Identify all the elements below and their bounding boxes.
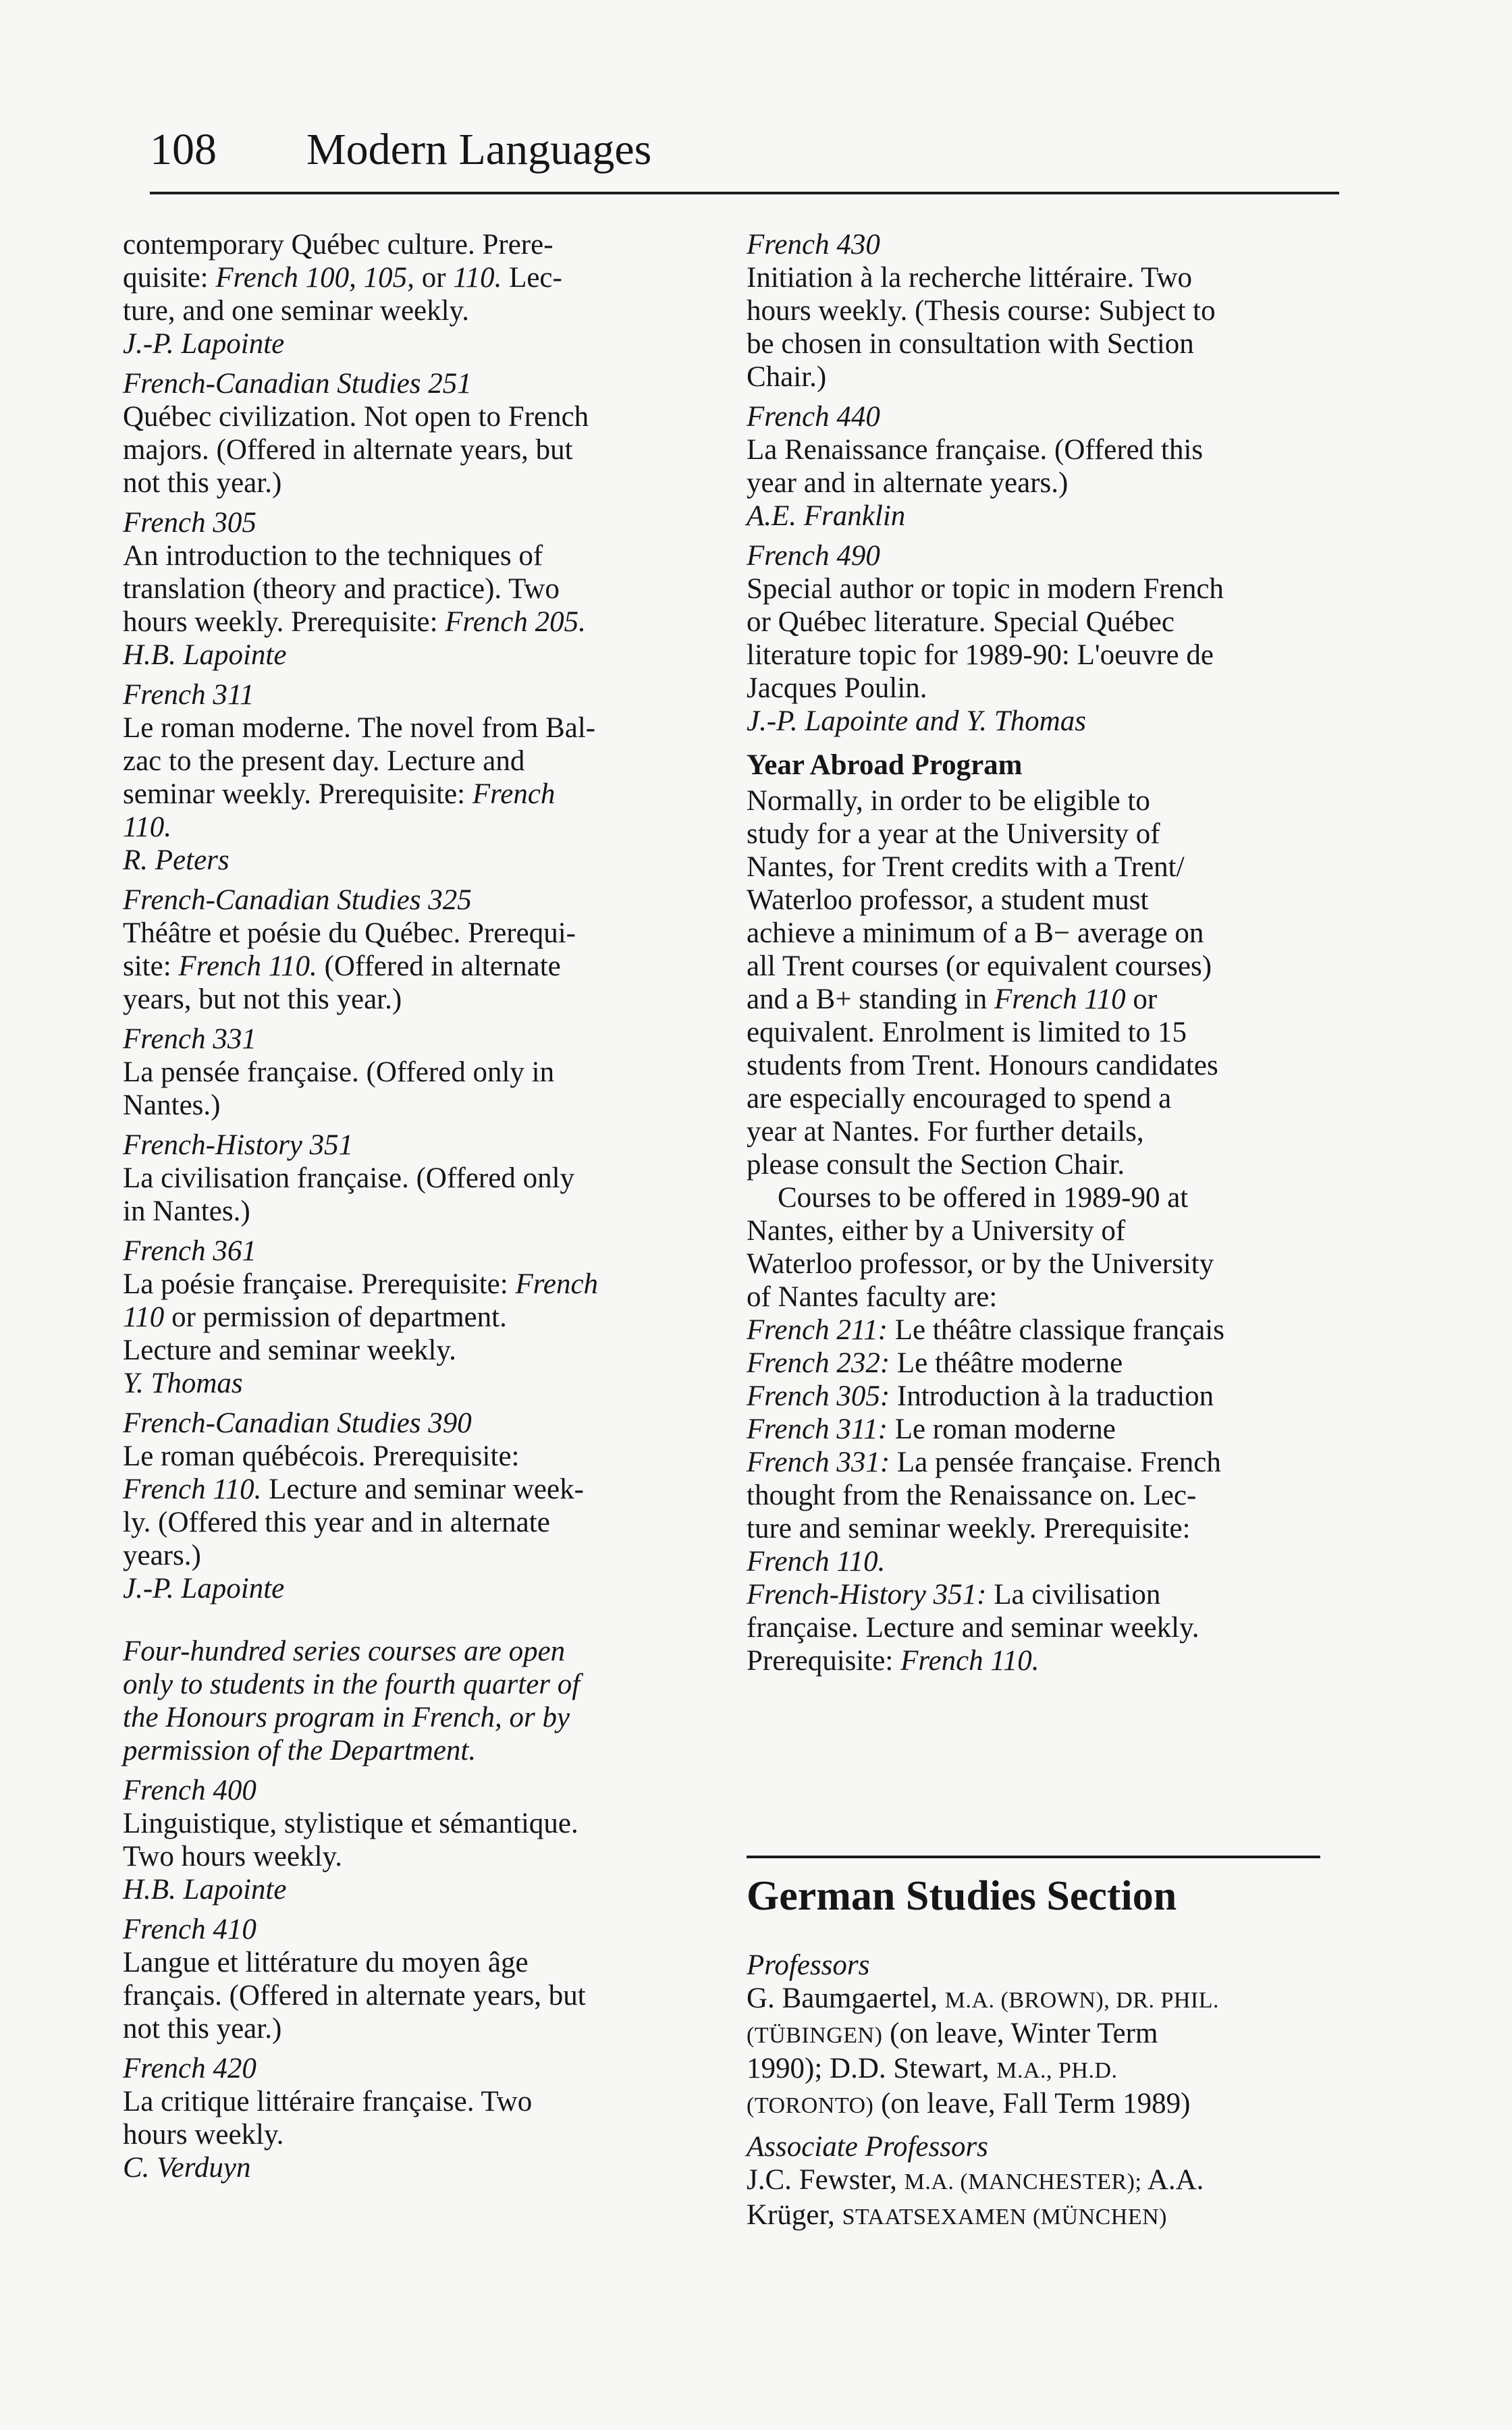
year-abroad-heading: Year Abroad Program <box>747 749 1023 781</box>
text-run: French 110 <box>994 983 1126 1015</box>
course-list <box>123 228 717 1605</box>
text-run: G. Baumgaertel, <box>747 1982 945 2014</box>
text-run: not this year.) <box>123 467 282 499</box>
text-run: La civilisation française. (Offered only <box>123 1162 575 1194</box>
course-title: French 490 <box>747 540 880 572</box>
text-run: ture, and one seminar weekly. <box>123 295 470 327</box>
course-instructor: J.-P. Lapointe <box>123 328 285 360</box>
text-run: achieve a minimum of a B− average on <box>747 917 1204 949</box>
course-title: French-Canadian Studies 325 <box>123 884 472 916</box>
text-line <box>747 1982 1341 2017</box>
year-abroad-paragraph <box>747 784 1341 1181</box>
text-line <box>747 850 1341 884</box>
text-run: French 232: <box>747 1347 890 1379</box>
text-run: français. (Offered in alternate years, but <box>123 1980 586 2012</box>
text-run: hours weekly. (Thesis course: Subject to <box>747 295 1216 327</box>
text-line <box>123 261 717 294</box>
text-run: hours weekly. <box>123 2119 284 2151</box>
course-entry <box>747 228 1341 394</box>
text-run: La civilisation <box>986 1579 1161 1611</box>
text-line <box>747 1347 1341 1380</box>
running-title: Modern Languages <box>306 125 652 174</box>
text-line <box>747 1280 1341 1314</box>
course-instructor: J.-P. Lapointe and Y. Thomas <box>747 705 1086 737</box>
text-run: Normally, in order to be eligible to <box>747 785 1150 817</box>
course-instructor: C. Verduyn <box>123 2152 251 2184</box>
text-run: translation (theory and practice). Two <box>123 573 560 605</box>
text-run: equivalent. Enrolment is limited to 15 <box>747 1017 1187 1048</box>
text-run: Québec civilization. Not open to French <box>123 401 589 433</box>
text-run: French 110. <box>900 1645 1040 1677</box>
text-run: ture and seminar weekly. Prerequisite: <box>747 1513 1191 1544</box>
text-run: hours weekly. Prerequisite: <box>123 606 446 638</box>
text-run: please consult the Section Chair. <box>747 1149 1125 1181</box>
text-run: contemporary Québec culture. Prere- <box>123 229 554 261</box>
text-line <box>747 360 1341 394</box>
text-line <box>747 784 1341 817</box>
text-run: Nantes, either by a University of <box>747 1215 1126 1247</box>
text-run: Waterloo professor, a student must <box>747 884 1149 916</box>
text-line <box>747 1446 1341 1479</box>
text-run: Nantes.) <box>123 1089 221 1121</box>
course-instructor: H.B. Lapointe <box>123 1874 287 1906</box>
text-run: (TÜBINGEN) <box>747 2023 883 2048</box>
text-run: 110 <box>123 1301 165 1333</box>
text-run: Le roman moderne. The novel from Bal- <box>123 712 596 744</box>
text-run: M.A. (BROWN), DR. PHIL. <box>944 1988 1220 2013</box>
course-title: French 430 <box>747 229 880 261</box>
text-run: students from Trent. Honours candidates <box>747 1050 1218 1081</box>
text-line <box>123 1301 717 1334</box>
course-instructor: R. Peters <box>123 844 230 876</box>
text-run: Le roman moderne <box>887 1413 1116 1445</box>
text-run: M.A. (MANCHESTER); <box>904 2169 1142 2194</box>
text-run: or Québec literature. Special Québec <box>747 606 1174 638</box>
course-title: French 331 <box>123 1023 256 1055</box>
course-title: French-History 351 <box>123 1129 354 1161</box>
text-line <box>123 1473 717 1506</box>
text-line <box>747 1314 1341 1347</box>
text-run: Lec- <box>502 262 562 294</box>
text-run: Lecture and seminar weekly. <box>123 1334 456 1366</box>
course-entry <box>123 1235 717 1400</box>
text-line <box>123 1268 717 1301</box>
text-line <box>123 294 717 327</box>
text-line <box>123 400 717 433</box>
text-line <box>747 917 1341 950</box>
text-run: An introduction to the techniques of <box>123 540 543 572</box>
text-line <box>747 2087 1341 2122</box>
text-run: French 110. <box>123 1474 262 1505</box>
text-run: Special author or topic in modern French <box>747 573 1224 605</box>
note-line: Four-hundred series courses are open <box>123 1636 566 1667</box>
course-instructor: Y. Thomas <box>123 1368 243 1399</box>
text-line <box>747 1016 1341 1049</box>
course-title: French 361 <box>123 1235 256 1267</box>
text-run: Linguistique, stylistique et sémantique. <box>123 1808 578 1839</box>
text-run: La pensée française. French <box>890 1447 1221 1478</box>
text-run: year at Nantes. For further details, <box>747 1116 1144 1148</box>
text-line <box>747 983 1341 1016</box>
text-run: Le théâtre classique français <box>887 1314 1224 1346</box>
text-run: not this year.) <box>123 2013 282 2045</box>
note-line: permission of the Department. <box>123 1735 477 1766</box>
text-run: Chair.) <box>747 361 827 393</box>
text-run: (on leave, Winter Term <box>882 2018 1158 2049</box>
text-run: A.A. <box>1141 2164 1204 2196</box>
section-rule <box>747 1856 1320 1858</box>
course-entry <box>123 506 717 672</box>
text-line <box>747 2163 1341 2198</box>
text-line <box>123 1089 717 1122</box>
text-run: or <box>414 262 454 294</box>
text-run: French 331: <box>747 1447 890 1478</box>
text-run: Le théâtre moderne <box>890 1347 1123 1379</box>
course-title: French 440 <box>747 401 880 433</box>
text-line <box>123 1946 717 1979</box>
text-run: Le roman québécois. Prerequisite: <box>123 1440 520 1472</box>
text-line <box>747 1644 1341 1677</box>
text-run: La poésie française. Prerequisite: <box>123 1268 516 1300</box>
text-line <box>123 950 717 983</box>
text-line <box>747 261 1341 294</box>
text-run: Courses to be offered in 1989-90 at <box>778 1182 1189 1214</box>
text-line <box>747 1611 1341 1644</box>
course-instructor: A.E. Franklin <box>747 500 906 532</box>
text-line <box>123 2085 717 2118</box>
text-run: French 305: <box>747 1380 890 1412</box>
text-line <box>123 983 717 1016</box>
text-line <box>123 539 717 572</box>
text-run: French 311: <box>747 1413 888 1445</box>
text-run: 1990); D.D. Stewart, <box>747 2053 997 2084</box>
note-line: only to students in the fourth quarter of <box>123 1669 580 1700</box>
text-line <box>123 1056 717 1089</box>
text-run: Théâtre et poésie du Québec. Prerequi- <box>123 917 576 949</box>
course-entry <box>123 678 717 877</box>
course-title: French 311 <box>123 679 254 711</box>
text-line <box>747 672 1341 705</box>
text-line <box>747 817 1341 850</box>
text-run: French <box>472 778 556 810</box>
staff-group <box>747 1949 1341 2122</box>
text-run: Nantes, for Trent credits with a Trent/ <box>747 851 1185 883</box>
text-run: Waterloo professor, or by the University <box>747 1248 1214 1280</box>
text-run: or permission of department. <box>164 1301 507 1333</box>
course-entry <box>123 1774 717 1906</box>
course-list-right <box>747 228 1341 738</box>
text-run: thought from the Renaissance on. Lec- <box>747 1480 1197 1511</box>
text-line <box>747 1247 1341 1280</box>
text-run: zac to the present day. Lecture and <box>123 745 525 777</box>
text-line <box>747 884 1341 917</box>
text-line <box>747 639 1341 672</box>
text-run: site: <box>123 950 179 982</box>
course-title: French-Canadian Studies 390 <box>123 1407 472 1439</box>
text-line <box>123 2012 717 2045</box>
text-line <box>747 1380 1341 1413</box>
left-column <box>123 228 717 2191</box>
text-line <box>123 1539 717 1572</box>
year-abroad-courses <box>747 1181 1341 1677</box>
text-run: French-History 351: <box>747 1579 987 1611</box>
text-line <box>747 1214 1341 1247</box>
note-line: the Honours program in French, or by <box>123 1702 570 1733</box>
text-line <box>123 572 717 605</box>
text-line <box>747 1413 1341 1446</box>
text-run: française. Lecture and seminar weekly. <box>747 1612 1199 1644</box>
text-run: quisite: <box>123 262 216 294</box>
text-run: seminar weekly. Prerequisite: <box>123 778 473 810</box>
text-run: French 100, 105, <box>215 262 414 294</box>
text-run: Two hours weekly. <box>123 1841 342 1872</box>
text-line <box>747 2198 1341 2234</box>
text-run: Langue et littérature du moyen âge <box>123 1947 529 1978</box>
text-run: years, but not this year.) <box>123 983 402 1015</box>
text-line <box>747 1545 1341 1578</box>
text-line <box>747 572 1341 605</box>
text-line <box>747 2052 1341 2087</box>
text-line <box>123 917 717 950</box>
text-run: (Offered in alternate <box>317 950 561 982</box>
text-line <box>747 433 1341 466</box>
text-line <box>747 466 1341 500</box>
four-hundred-series-note <box>123 1635 717 1767</box>
text-line <box>747 605 1341 639</box>
text-line <box>123 1807 717 1840</box>
text-run: of Nantes faculty are: <box>747 1281 998 1313</box>
text-line <box>123 745 717 778</box>
text-run: literature topic for 1989-90: L'oeuvre de <box>747 639 1214 671</box>
course-list-400 <box>123 1774 717 2184</box>
course-entry <box>123 1129 717 1228</box>
text-line <box>123 1506 717 1539</box>
text-run: Prerequisite: <box>747 1645 901 1677</box>
text-line <box>747 1479 1341 1512</box>
text-run: are especially encouraged to spend a <box>747 1083 1172 1114</box>
text-line <box>747 1148 1341 1181</box>
text-line <box>747 294 1341 327</box>
text-run: (on leave, Fall Term 1989) <box>873 2088 1191 2120</box>
text-line <box>123 1440 717 1473</box>
course-title: French 420 <box>123 2053 256 2084</box>
course-entry <box>123 884 717 1016</box>
text-line <box>123 466 717 500</box>
course-title: French 305 <box>123 507 256 539</box>
text-line <box>123 1840 717 1873</box>
text-line <box>747 1115 1341 1148</box>
text-run: (TORONTO) <box>747 2093 874 2118</box>
text-run: M.A., PH.D. <box>996 2058 1118 2083</box>
text-line <box>123 605 717 639</box>
text-run: French <box>515 1268 599 1300</box>
text-line <box>747 1049 1341 1082</box>
header-rule <box>150 192 1339 194</box>
text-line <box>123 433 717 466</box>
text-run: 110. <box>123 811 172 843</box>
text-run: Lecture and seminar week- <box>261 1474 584 1505</box>
text-line <box>747 2017 1341 2052</box>
text-run: Krüger, <box>747 2199 842 2231</box>
text-run: all Trent courses (or equivalent courses) <box>747 950 1212 982</box>
text-run: majors. (Offered in alternate years, but <box>123 434 573 466</box>
text-run: Introduction à la traduction <box>890 1380 1214 1412</box>
text-run: La Renaissance française. (Offered this <box>747 434 1204 466</box>
text-line <box>123 811 717 844</box>
text-run: years.) <box>123 1540 201 1571</box>
course-title: French-Canadian Studies 251 <box>123 368 472 400</box>
text-line <box>747 327 1341 360</box>
text-run: STAATSEXAMEN (MÜNCHEN) <box>842 2205 1168 2230</box>
course-entry <box>747 400 1341 533</box>
german-section-title: German Studies Section <box>747 1873 1177 1919</box>
text-run: and a B+ standing in <box>747 983 995 1015</box>
course-entry <box>123 367 717 500</box>
text-run: ly. (Offered this year and in alternate <box>123 1507 550 1538</box>
text-run: French 110. <box>178 950 317 982</box>
course-entry <box>123 2052 717 2184</box>
course-instructor: J.-P. Lapointe <box>123 1573 285 1604</box>
text-line <box>123 2118 717 2151</box>
text-line <box>123 711 717 745</box>
text-line <box>123 1979 717 2012</box>
text-run: Jacques Poulin. <box>747 672 927 704</box>
text-line <box>747 1181 1341 1214</box>
staff-list <box>747 1949 1341 2234</box>
text-run: in Nantes.) <box>123 1195 250 1227</box>
text-line <box>123 1195 717 1228</box>
text-run: J.C. Fewster, <box>747 2164 905 2196</box>
running-head <box>150 123 1338 177</box>
course-entry <box>123 228 717 360</box>
text-run: study for a year at the University of <box>747 818 1160 850</box>
text-line <box>747 1578 1341 1611</box>
staff-rank: Associate Professors <box>747 2131 988 2163</box>
text-line <box>123 778 717 811</box>
text-run: La pensée française. (Offered only in <box>123 1056 555 1088</box>
staff-rank: Professors <box>747 1949 870 1981</box>
text-run: French 211: <box>747 1314 888 1346</box>
text-run: French 205. <box>445 606 586 638</box>
text-run: be chosen in consultation with Section <box>747 328 1194 360</box>
text-run: or <box>1125 983 1158 1015</box>
text-run: year and in alternate years.) <box>747 467 1069 499</box>
text-run: French 110. <box>747 1546 886 1577</box>
course-entry <box>123 1023 717 1122</box>
text-run: La critique littéraire française. Two <box>123 2086 533 2117</box>
text-line <box>123 1162 717 1195</box>
text-line <box>747 1512 1341 1545</box>
text-line <box>747 1082 1341 1115</box>
text-line <box>123 1334 717 1367</box>
text-run: Initiation à la recherche littéraire. Two <box>747 262 1192 294</box>
course-title: French 400 <box>123 1775 256 1806</box>
course-title: French 410 <box>123 1914 256 1945</box>
course-entry <box>123 1913 717 2045</box>
staff-group <box>747 2130 1341 2234</box>
text-line <box>747 950 1341 983</box>
text-line <box>123 228 717 261</box>
right-column <box>747 228 1341 2242</box>
text-run: 110. <box>453 262 502 294</box>
course-entry <box>747 539 1341 738</box>
page-number: 108 <box>150 125 217 174</box>
course-entry <box>123 1407 717 1605</box>
course-instructor: H.B. Lapointe <box>123 639 287 671</box>
